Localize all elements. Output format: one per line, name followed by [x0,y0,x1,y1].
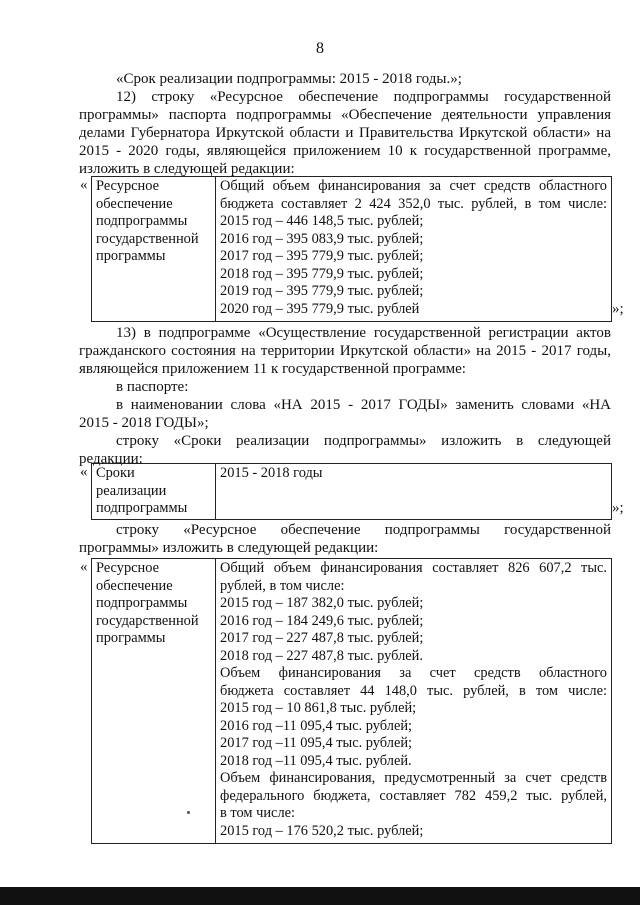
table3-right-line: в том числе: [220,805,296,821]
item12-line-2: делами Губернатора Иркутской области и Правительства Иркутской области» на [79,125,611,141]
item12-line-1: программы» паспорта подпрограммы «Обеспечение деятельности управления [79,107,611,123]
table3-left-line: подпрограммы [96,595,188,611]
table1 [91,176,612,322]
stroku-resurs-line-0: строку «Ресурсное обеспечение подпрограммы государственной [116,522,611,538]
item13-line-1: гражданского состояния на территории Иркутской области» на 2015 - 2017 годы, [79,343,611,359]
v-pasporte: в паспорте: [116,379,189,395]
table3-right-line: Объем финансирования, предусмотренный за счет средств [220,770,607,786]
table2-left-line: реализации [96,482,167,499]
table3-row [92,559,612,844]
table3-right-line: 2018 год – 227 487,8 тыс. рублей. [220,647,423,664]
table1-right-line: 2017 год – 395 779,9 тыс. рублей; [220,248,424,264]
table1-right-line: бюджета составляет 2 424 352,0 тыс. рублей, в том числе: [220,195,607,212]
table3-left-cell [92,559,216,844]
para-srok: «Срок реализации подпрограммы: 2015 - 2018 годы.»; [116,71,462,87]
naimen-line-0: в наименовании слова «НА 2015 - 2017 ГОДЫ» заменить словами «НА [116,397,611,413]
table3-right-line: 2015 год – 187 382,0 тыс. рублей; [220,595,424,611]
table1-left-line: подпрограммы [96,213,188,229]
table3-right-line: бюджета составляет 44 148,0 тыс. рублей, в том числе: [220,682,607,699]
table1-right-line: Общий объем финансирования за счет средств областного [220,178,607,194]
table3-right-line: 2017 год – 227 487,8 тыс. рублей; [220,630,424,646]
table3-right-line: 2015 год – 176 520,2 тыс. рублей; [220,822,424,839]
table1-right-line: 2016 год – 395 083,9 тыс. рублей; [220,230,424,247]
table1-left-line: обеспечение [96,195,173,212]
table1-right-line: 2018 год – 395 779,9 тыс. рублей; [220,265,424,282]
table1-left-cell [92,177,216,322]
table3-left-line: программы [96,630,166,646]
table1-right-line: 2015 год – 446 148,5 тыс. рублей; [220,213,424,229]
scan-speck [187,811,190,814]
table2-row [92,464,612,520]
table2-right-cell [216,464,612,520]
table3-right-line: рублей, в том числе: [220,577,345,594]
table1-open-quote: « [80,177,88,193]
table3-right-line: Объем финансирования за счет средств областного [220,665,607,681]
table2-close-quote: »; [612,500,624,516]
item13-line-2: являющейся приложением 11 к государственной программе: [79,361,466,377]
stroku-resurs-line-1: программы» изложить в следующей редакции: [79,540,379,556]
table3-right-line: 2015 год – 10 861,8 тыс. рублей; [220,700,417,716]
table2-right-line: 2015 - 2018 годы [220,465,323,481]
naimen-line-1: 2015 - 2018 ГОДЫ»; [79,415,209,431]
item12-line-3: 2015 - 2020 годы, являющейся приложением 10 к государственной программе, [79,143,611,159]
table1-right-line: 2020 год – 395 779,9 тыс. рублей [220,300,420,317]
table2-left-line: подпрограммы [96,500,188,516]
stroku-sroki-line-1: редакции: [79,451,143,467]
item12-line-4: изложить в следующей редакции: [79,161,295,177]
table3-left-line: Ресурсное [96,560,159,576]
table3-right-line: 2018 год –11 095,4 тыс. рублей. [220,752,412,769]
table3-left-line: государственной [96,612,199,629]
stroku-sroki-line-0: строку «Сроки реализации подпрограммы» изложить в следующей [116,433,611,449]
table1-left-line: программы [96,248,166,264]
table2-left-cell [92,464,216,520]
table2 [91,463,612,520]
table1-close-quote: »; [612,301,624,317]
table3 [91,558,612,844]
table3-right-line: 2016 год –11 095,4 тыс. рублей; [220,717,413,734]
table1-right-cell [216,177,612,322]
table2-open-quote: « [80,464,88,480]
table3-right-line: 2016 год – 184 249,6 тыс. рублей; [220,612,424,629]
table2-left-line: Сроки [96,465,135,481]
table1-row [92,177,612,322]
table3-right-line: Общий объем финансирования составляет 826 607,2 тыс. [220,560,607,576]
table3-right-line: федерального бюджета, составляет 782 459,2 тыс. рублей, [220,787,607,804]
table3-right-line: 2017 год –11 095,4 тыс. рублей; [220,735,413,751]
table3-right-cell [216,559,612,844]
table1-left-line: Ресурсное [96,178,159,194]
page-number: 8 [316,40,324,57]
item13-line-0: 13) в подпрограмме «Осуществление государственной регистрации актов [116,325,611,341]
scan-bottom-edge [0,887,640,905]
table1-left-line: государственной [96,230,199,247]
table3-left-line: обеспечение [96,577,173,594]
item12-line-0: 12) строку «Ресурсное обеспечение подпрограммы государственной [116,89,611,105]
table1-right-line: 2019 год – 395 779,9 тыс. рублей; [220,283,424,299]
table3-open-quote: « [80,559,88,575]
